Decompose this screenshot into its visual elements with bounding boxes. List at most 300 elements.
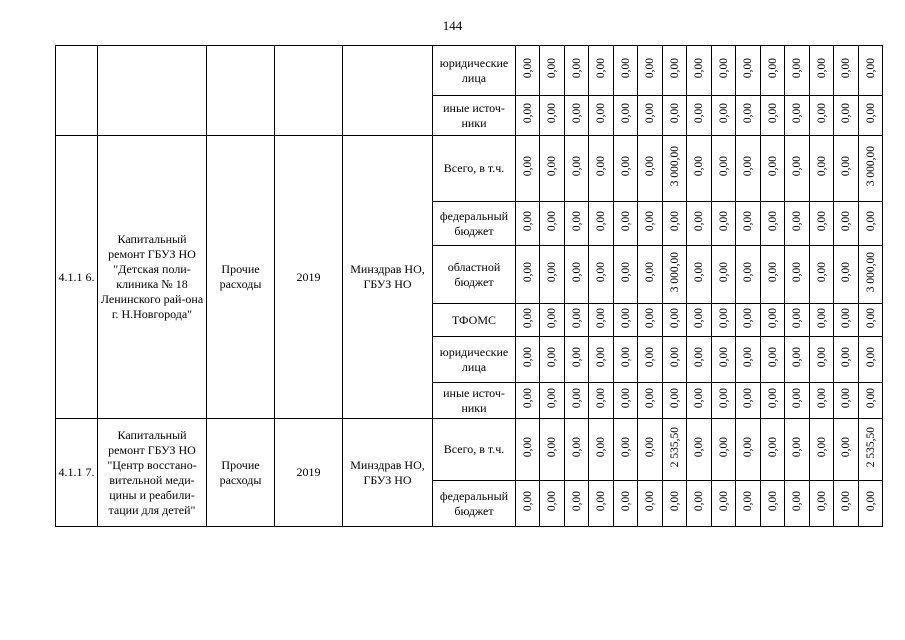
value-text: 0,00 — [864, 307, 877, 329]
funding-source: иные источ-ники — [433, 383, 516, 419]
value-cell — [834, 481, 859, 527]
value-cell — [565, 383, 589, 419]
value-text: 0,00 — [766, 347, 779, 368]
value-text: 0,00 — [717, 156, 730, 177]
value-cell — [712, 304, 736, 337]
value-cell — [834, 246, 859, 304]
value-cell — [589, 46, 614, 96]
table-row — [56, 136, 883, 202]
value-text: 0,00 — [766, 58, 779, 79]
value-text: 0,00 — [766, 156, 779, 177]
value-cell — [736, 419, 761, 481]
value-text: 0,00 — [791, 58, 803, 79]
value-text: 0,00 — [644, 211, 656, 232]
value-cell — [761, 46, 785, 96]
value-text: 0,00 — [644, 307, 656, 329]
value-text: 0,00 — [595, 347, 607, 368]
value-text: 0,00 — [619, 388, 632, 409]
value-cell — [614, 246, 638, 304]
value-cell — [540, 304, 565, 337]
funding-source: Всего, в т.ч. — [433, 136, 516, 202]
value-cell — [785, 202, 810, 246]
value-cell — [834, 96, 859, 136]
value-cell — [614, 46, 638, 96]
funding-source: юридические лица — [433, 46, 516, 96]
value-text: 0,00 — [815, 307, 828, 329]
value-cell — [614, 96, 638, 136]
value-text: 0,00 — [644, 156, 656, 177]
value-text: 0,00 — [693, 211, 705, 232]
value-text: 0,00 — [668, 347, 681, 368]
value-text: 0,00 — [546, 103, 558, 124]
value-cell — [565, 481, 589, 527]
value-cell — [687, 136, 712, 202]
value-text: 0,00 — [619, 491, 632, 512]
value-text: 0,00 — [570, 262, 583, 283]
value-cell — [663, 419, 687, 481]
value-cell — [785, 46, 810, 96]
value-cell — [516, 304, 540, 337]
value-text: 0,00 — [668, 491, 681, 512]
value-text: 0,00 — [693, 307, 705, 329]
value-text: 0,00 — [521, 437, 534, 458]
value-text: 0,00 — [693, 262, 705, 283]
empty-cell — [343, 46, 433, 136]
value-text: 0,00 — [766, 262, 779, 283]
value-text: 0,00 — [717, 58, 730, 79]
item-name: Капитальный ремонт ГБУЗ НО "Центр восстано-вительной меди-цины и реабили-тации для детей" — [98, 419, 207, 527]
value-text: 0,00 — [717, 103, 730, 124]
value-cell — [565, 202, 589, 246]
value-text: 0,00 — [742, 347, 754, 368]
value-cell — [785, 337, 810, 383]
value-cell — [687, 419, 712, 481]
value-text: 0,00 — [644, 491, 656, 512]
funding-source: областной бюджет — [433, 246, 516, 304]
value-text: 0,00 — [693, 388, 705, 409]
value-cell — [663, 96, 687, 136]
value-cell — [540, 246, 565, 304]
value-text: 0,00 — [815, 58, 828, 79]
value-text: 0,00 — [840, 437, 852, 458]
item-name: Капитальный ремонт ГБУЗ НО "Детская поли-клиника № 18 Ленинского рай-она г. Н.Новгорода" — [98, 136, 207, 419]
value-text: 0,00 — [840, 103, 852, 124]
budget-table — [55, 45, 883, 527]
value-text: 3 000,00 — [668, 252, 681, 293]
value-cell — [638, 419, 663, 481]
value-text: 0,00 — [742, 211, 754, 232]
value-cell — [638, 481, 663, 527]
value-text: 0,00 — [766, 103, 779, 124]
item-year: 2019 — [275, 136, 343, 419]
value-cell — [614, 304, 638, 337]
value-cell — [736, 383, 761, 419]
value-cell — [516, 481, 540, 527]
value-cell — [589, 383, 614, 419]
value-cell — [663, 246, 687, 304]
value-cell — [687, 202, 712, 246]
value-cell — [761, 419, 785, 481]
value-text: 0,00 — [717, 307, 730, 329]
value-text: 0,00 — [546, 211, 558, 232]
value-text: 0,00 — [791, 156, 803, 177]
value-cell — [614, 383, 638, 419]
value-cell — [687, 383, 712, 419]
value-text: 0,00 — [693, 491, 705, 512]
value-text: 0,00 — [766, 388, 779, 409]
value-text: 0,00 — [546, 491, 558, 512]
value-text: 0,00 — [521, 156, 534, 177]
value-text: 0,00 — [595, 307, 607, 329]
value-text: 0,00 — [619, 437, 632, 458]
value-cell — [736, 136, 761, 202]
value-cell — [516, 46, 540, 96]
page-number: 144 — [442, 18, 463, 33]
value-cell — [638, 202, 663, 246]
value-text: 0,00 — [570, 307, 583, 329]
value-cell — [834, 304, 859, 337]
value-text: 0,00 — [766, 211, 779, 232]
value-cell — [638, 46, 663, 96]
value-cell — [687, 246, 712, 304]
value-text: 0,00 — [815, 437, 828, 458]
value-cell — [540, 419, 565, 481]
value-cell — [663, 383, 687, 419]
value-cell — [810, 304, 834, 337]
value-text: 0,00 — [791, 211, 803, 232]
item-executor: Минздрав НО, ГБУЗ НО — [343, 136, 433, 419]
empty-cell — [275, 46, 343, 136]
value-cell — [810, 337, 834, 383]
value-text: 0,00 — [693, 156, 705, 177]
value-cell — [516, 383, 540, 419]
value-text: 0,00 — [742, 437, 754, 458]
value-cell — [859, 383, 883, 419]
value-text: 0,00 — [668, 388, 681, 409]
value-cell — [540, 46, 565, 96]
value-text: 0,00 — [521, 262, 534, 283]
value-cell — [810, 419, 834, 481]
value-cell — [663, 136, 687, 202]
value-text: 0,00 — [840, 58, 852, 79]
value-cell — [834, 202, 859, 246]
table-row — [56, 46, 883, 96]
value-cell — [859, 46, 883, 96]
value-text: 0,00 — [742, 388, 754, 409]
value-text: 2 535,50 — [668, 427, 681, 468]
value-cell — [565, 136, 589, 202]
value-cell — [614, 481, 638, 527]
value-text: 0,00 — [570, 103, 583, 124]
value-text: 0,00 — [546, 347, 558, 368]
empty-cell — [98, 46, 207, 136]
value-text: 0,00 — [570, 211, 583, 232]
value-cell — [761, 481, 785, 527]
value-text: 0,00 — [693, 103, 705, 124]
value-cell — [614, 419, 638, 481]
value-text: 0,00 — [521, 58, 534, 79]
value-cell — [540, 481, 565, 527]
value-text: 3 000,00 — [668, 146, 681, 187]
value-cell — [859, 481, 883, 527]
value-text: 0,00 — [595, 388, 607, 409]
value-text: 0,00 — [791, 491, 803, 512]
value-text: 0,00 — [644, 437, 656, 458]
value-text: 0,00 — [619, 347, 632, 368]
value-text: 0,00 — [815, 491, 828, 512]
value-cell — [516, 96, 540, 136]
value-text: 0,00 — [595, 437, 607, 458]
value-text: 0,00 — [840, 307, 852, 329]
value-cell — [516, 419, 540, 481]
value-text: 0,00 — [521, 211, 534, 232]
value-text: 0,00 — [864, 347, 877, 368]
value-cell — [785, 246, 810, 304]
value-text: 0,00 — [864, 491, 877, 512]
value-cell — [565, 337, 589, 383]
value-cell — [638, 383, 663, 419]
value-text: 0,00 — [815, 156, 828, 177]
value-text: 0,00 — [864, 211, 877, 232]
value-cell — [785, 96, 810, 136]
value-cell — [540, 136, 565, 202]
value-cell — [736, 304, 761, 337]
value-cell — [810, 136, 834, 202]
value-cell — [638, 96, 663, 136]
value-text: 0,00 — [570, 437, 583, 458]
value-cell — [614, 202, 638, 246]
value-cell — [589, 136, 614, 202]
value-cell — [589, 419, 614, 481]
empty-cell — [207, 46, 275, 136]
value-text: 0,00 — [521, 491, 534, 512]
value-cell — [859, 246, 883, 304]
value-cell — [516, 202, 540, 246]
value-cell — [761, 337, 785, 383]
value-text: 0,00 — [570, 388, 583, 409]
value-text: 0,00 — [668, 103, 681, 124]
value-text: 0,00 — [840, 156, 852, 177]
value-cell — [589, 202, 614, 246]
item-number: 4.1.1 7. — [56, 419, 98, 527]
value-text: 0,00 — [644, 262, 656, 283]
value-text: 0,00 — [791, 307, 803, 329]
value-cell — [687, 337, 712, 383]
value-cell — [859, 96, 883, 136]
item-year: 2019 — [275, 419, 343, 527]
funding-source: федеральный бюджет — [433, 202, 516, 246]
value-text: 0,00 — [717, 388, 730, 409]
value-text: 0,00 — [791, 262, 803, 283]
value-text: 0,00 — [766, 307, 779, 329]
value-text: 0,00 — [717, 437, 730, 458]
value-cell — [565, 246, 589, 304]
value-cell — [663, 46, 687, 96]
value-text: 0,00 — [619, 156, 632, 177]
value-text: 0,00 — [546, 437, 558, 458]
value-text: 0,00 — [644, 103, 656, 124]
value-cell — [712, 481, 736, 527]
value-text: 0,00 — [742, 156, 754, 177]
value-cell — [663, 481, 687, 527]
value-cell — [638, 304, 663, 337]
value-text: 3 000,00 — [864, 252, 877, 293]
value-cell — [712, 96, 736, 136]
value-cell — [736, 202, 761, 246]
value-text: 0,00 — [668, 307, 681, 329]
value-cell — [785, 419, 810, 481]
value-cell — [834, 136, 859, 202]
value-cell — [761, 96, 785, 136]
value-text: 0,00 — [546, 262, 558, 283]
value-text: 0,00 — [766, 491, 779, 512]
value-cell — [614, 337, 638, 383]
value-cell — [663, 202, 687, 246]
value-text: 0,00 — [742, 307, 754, 329]
value-text: 0,00 — [791, 103, 803, 124]
value-text: 0,00 — [619, 58, 632, 79]
value-cell — [540, 383, 565, 419]
value-cell — [785, 383, 810, 419]
value-cell — [761, 136, 785, 202]
value-cell — [565, 96, 589, 136]
value-text: 0,00 — [619, 103, 632, 124]
value-cell — [687, 96, 712, 136]
value-cell — [712, 337, 736, 383]
value-cell — [565, 46, 589, 96]
item-number: 4.1.1 6. — [56, 136, 98, 419]
value-cell — [712, 246, 736, 304]
value-cell — [565, 419, 589, 481]
value-text: 0,00 — [644, 388, 656, 409]
value-cell — [810, 383, 834, 419]
value-text: 0,00 — [595, 491, 607, 512]
value-cell — [834, 383, 859, 419]
value-cell — [785, 481, 810, 527]
value-text: 0,00 — [717, 491, 730, 512]
value-text: 0,00 — [693, 347, 705, 368]
value-text: 0,00 — [668, 58, 681, 79]
value-cell — [589, 481, 614, 527]
value-cell — [859, 337, 883, 383]
empty-cell — [56, 46, 98, 136]
value-text: 0,00 — [668, 211, 681, 232]
value-text: 0,00 — [742, 262, 754, 283]
value-cell — [516, 246, 540, 304]
value-text: 0,00 — [864, 103, 877, 124]
value-text: 0,00 — [546, 307, 558, 329]
value-cell — [638, 246, 663, 304]
value-text: 0,00 — [521, 388, 534, 409]
value-cell — [589, 96, 614, 136]
value-cell — [810, 246, 834, 304]
value-text: 0,00 — [570, 58, 583, 79]
value-cell — [712, 136, 736, 202]
value-cell — [810, 46, 834, 96]
value-text: 0,00 — [521, 307, 534, 329]
value-text: 0,00 — [791, 437, 803, 458]
value-text: 0,00 — [717, 347, 730, 368]
value-text: 0,00 — [864, 58, 877, 79]
value-cell — [761, 304, 785, 337]
value-text: 0,00 — [840, 491, 852, 512]
value-text: 0,00 — [742, 103, 754, 124]
value-text: 0,00 — [864, 388, 877, 409]
value-cell — [834, 337, 859, 383]
value-cell — [687, 304, 712, 337]
value-cell — [638, 136, 663, 202]
value-text: 0,00 — [595, 58, 607, 79]
value-cell — [712, 383, 736, 419]
value-text: 0,00 — [521, 347, 534, 368]
value-text: 0,00 — [595, 262, 607, 283]
value-text: 0,00 — [546, 58, 558, 79]
value-text: 0,00 — [717, 211, 730, 232]
value-cell — [761, 202, 785, 246]
value-cell — [736, 46, 761, 96]
value-cell — [761, 246, 785, 304]
value-cell — [712, 46, 736, 96]
value-text: 0,00 — [521, 103, 534, 124]
value-text: 0,00 — [742, 491, 754, 512]
value-text: 0,00 — [546, 156, 558, 177]
value-cell — [687, 481, 712, 527]
value-cell — [736, 337, 761, 383]
value-text: 0,00 — [619, 307, 632, 329]
value-text: 3 000,00 — [864, 146, 877, 187]
value-cell — [810, 96, 834, 136]
value-text: 0,00 — [840, 347, 852, 368]
value-text: 0,00 — [766, 437, 779, 458]
value-cell — [736, 96, 761, 136]
value-text: 0,00 — [595, 211, 607, 232]
value-cell — [810, 481, 834, 527]
value-text: 0,00 — [546, 388, 558, 409]
value-text: 0,00 — [693, 437, 705, 458]
value-cell — [712, 419, 736, 481]
value-cell — [785, 304, 810, 337]
value-cell — [516, 136, 540, 202]
value-cell — [516, 337, 540, 383]
funding-source: юридические лица — [433, 337, 516, 383]
value-text: 0,00 — [595, 156, 607, 177]
value-cell — [540, 337, 565, 383]
value-text: 0,00 — [644, 347, 656, 368]
value-cell — [761, 383, 785, 419]
value-text: 0,00 — [791, 347, 803, 368]
value-text: 2 535,50 — [864, 427, 877, 468]
value-cell — [736, 481, 761, 527]
value-cell — [859, 202, 883, 246]
value-text: 0,00 — [644, 58, 656, 79]
value-cell — [785, 136, 810, 202]
funding-source: федеральный бюджет — [433, 481, 516, 527]
value-cell — [687, 46, 712, 96]
value-text: 0,00 — [570, 156, 583, 177]
value-cell — [663, 304, 687, 337]
value-cell — [834, 46, 859, 96]
expense-type: Прочие расходы — [207, 136, 275, 419]
value-cell — [712, 202, 736, 246]
value-text: 0,00 — [693, 58, 705, 79]
value-text: 0,00 — [791, 388, 803, 409]
value-text: 0,00 — [570, 491, 583, 512]
value-text: 0,00 — [570, 347, 583, 368]
item-executor: Минздрав НО, ГБУЗ НО — [343, 419, 433, 527]
funding-source: ТФОМС — [433, 304, 516, 337]
value-cell — [589, 337, 614, 383]
value-text: 0,00 — [840, 388, 852, 409]
